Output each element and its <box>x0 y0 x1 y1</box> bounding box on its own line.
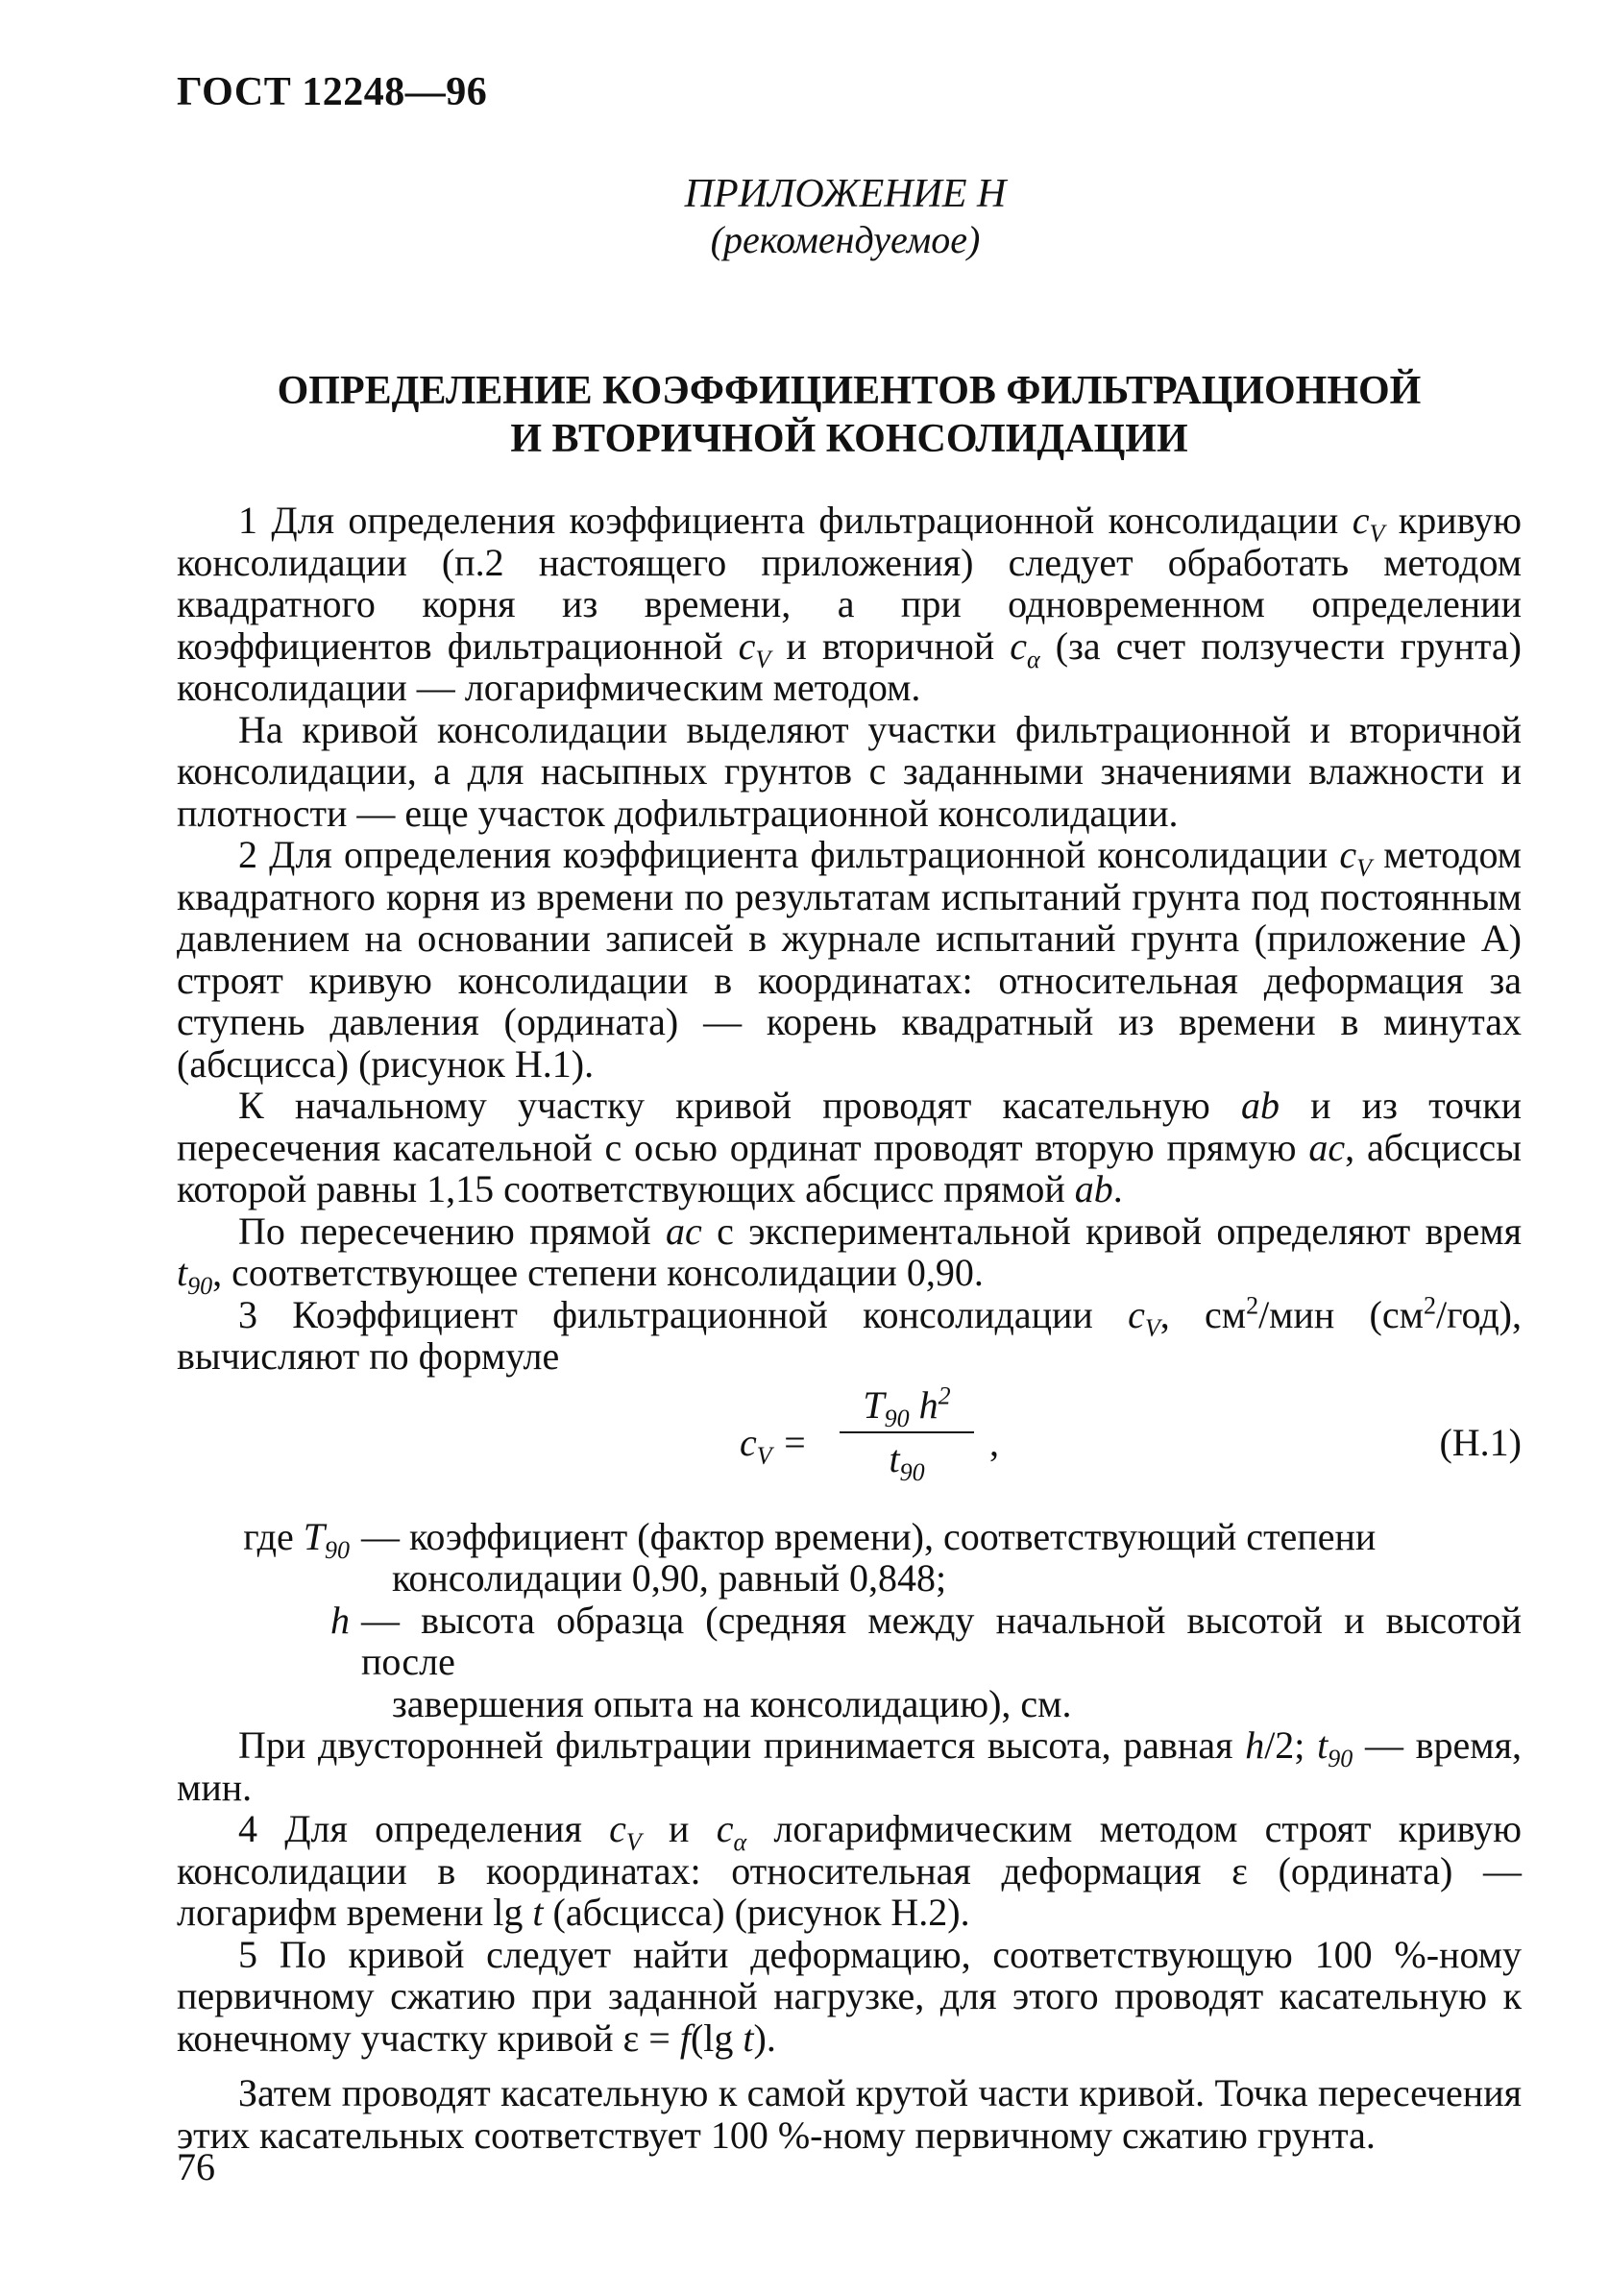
p4-text-a: К начальному участку кривой проводят касательную <box>238 1084 1241 1127</box>
paragraph-7 <box>177 1724 1522 1808</box>
symbol-h: h <box>1245 1723 1265 1767</box>
p1-text-d: (за счет ползучести грунта) консолидации — логарифмическим методом. <box>177 623 1522 709</box>
p5-text-a: По пересечению прямой <box>238 1209 666 1253</box>
formula-lhs: $c_V$ = <box>740 1420 808 1470</box>
standard-header: ГОСТ 12248—96 <box>177 70 488 114</box>
p7-text-c: — время, мин. <box>177 1723 1522 1809</box>
formula-h1 <box>177 1383 1522 1508</box>
formula-comma: , <box>989 1420 999 1464</box>
p1-text-c: и вторичной <box>770 623 1011 668</box>
definition-t90 <box>177 1516 1522 1600</box>
body-text <box>177 500 1522 2156</box>
p8-text-c: логарифмическим методом строят кривую консолидации в координатах: относительная деформация <box>177 1807 1523 1893</box>
p9-text-d: ). <box>753 2015 776 2060</box>
p4-text-c: , абсциссы которой равны 1,15 соответствующих абсцисс прямой <box>177 1125 1522 1210</box>
formula-numerator: $T_{90}$ $h^2$ <box>863 1381 951 1432</box>
line-ab-label: ab <box>1240 1084 1280 1127</box>
p1-text-a: 1 Для определения коэффициента фильтрационной консолидации <box>238 499 1353 542</box>
p8-text-d: (ордината) — логарифм времени <box>177 1848 1522 1934</box>
paragraph-4 <box>177 1085 1522 1210</box>
p4-text-d: . <box>1112 1167 1123 1210</box>
paragraph-10: Затем проводят касательную к самой крутой части кривой. Точка пересечения этих касательных соответствует 100 %-ному первичному сжатию грунта. <box>177 2071 1522 2157</box>
page-number: 76 <box>177 2145 215 2188</box>
symbol-f: f <box>679 2015 691 2060</box>
p6-text-d: /год), вычисляют по формуле <box>177 1292 1522 1378</box>
paragraph-9 <box>177 1934 1522 2060</box>
section-title-line-2: И ВТОРИЧНОЙ КОНСОЛИДАЦИИ <box>510 417 1188 461</box>
section-title-line-1: ОПРЕДЕЛЕНИЕ КОЭФФИЦИЕНТОВ ФИЛЬТРАЦИОННОЙ <box>277 369 1422 413</box>
appendix-heading <box>538 171 1153 263</box>
symbol-t90: $t_{90}$ <box>1317 1723 1353 1772</box>
p6-text-a: 3 Коэффициент фильтрационной консолидации <box>238 1292 1129 1336</box>
p8-text-a: 4 Для определения <box>238 1807 610 1850</box>
symbol-t: t <box>743 2015 754 2060</box>
definition-text: — коэффициент (фактор времени), соответствующий степени консолидации 0,90, равный 0,848; <box>361 1514 1377 1600</box>
appendix-label: ПРИЛОЖЕНИЕ Н <box>684 172 1007 216</box>
definitions-list <box>177 1516 1522 1725</box>
formula-denominator: $t_{90}$ <box>889 1436 925 1486</box>
p9-text-b: = <box>639 2015 680 2060</box>
symbol-cv: $c_V$ <box>738 623 771 673</box>
symbol-epsilon: ε <box>1231 1848 1248 1893</box>
symbol-lg: lg <box>493 1891 524 1934</box>
symbol-t90: $t_{90}$ <box>177 1251 213 1300</box>
p9-text-c: ( <box>690 2015 704 2060</box>
exponent-2: 2 <box>1246 1291 1259 1320</box>
p5-text-b: с экспериментальной кривой определяют время <box>701 1209 1522 1253</box>
p5-text-c: , соответствующее степени консолидации 0,90. <box>212 1251 984 1294</box>
symbol-lg: lg <box>703 2015 734 2060</box>
p9-text-a: 5 По кривой следует найти деформацию, соответствующую 100 %-ному первичному сжатию при заданной нагрузке, для этого проводят касательную к конечному участку кривой <box>177 1932 1522 2060</box>
symbol-calpha: $c_\alpha$ <box>1010 623 1040 673</box>
definition-text: — высота образца (средняя между начальной высотой и высотой после завершения опыта на консолидацию), см. <box>361 1598 1522 1725</box>
paragraph-1 <box>177 500 1522 709</box>
p4-text-b: и из точки пересечения касательной с осью ординат проводят вторую прямую <box>177 1084 1522 1169</box>
line-ac-label: ac <box>666 1209 702 1253</box>
p6-text-b: , см <box>1159 1292 1247 1336</box>
symbol-t: t <box>532 1891 544 1934</box>
formula-number: (Н.1) <box>1439 1420 1522 1464</box>
paragraph-8 <box>177 1808 1522 1934</box>
paragraph-2: На кривой консолидации выделяют участки фильтрационной и вторичной консолидации, а для насыпных грунтов с заданными значениями влажности и плотности — еще участок дофильтрационной консолидации. <box>177 707 1522 835</box>
symbol-calpha: $c_\alpha$ <box>716 1807 747 1856</box>
line-ac-label: ac <box>1308 1125 1346 1169</box>
p1-text-b: кривую консолидации (п.2 настоящего приложения) следует обработать методом квадратного корня из времени, а при одновременном определении коэффициентов фильтрационной <box>177 499 1522 668</box>
p7-text-b: /2; <box>1264 1723 1318 1767</box>
p8-text-b: и <box>641 1807 717 1850</box>
paragraph-6 <box>177 1291 1522 1378</box>
paragraph-5 <box>177 1209 1522 1300</box>
paragraph-3 <box>177 834 1522 1085</box>
definition-term: где $T_{90}$ <box>243 1514 350 1564</box>
symbol-epsilon: ε <box>622 2015 640 2060</box>
p7-text-a: При двусторонней фильтрации принимается высота, равная <box>238 1723 1246 1767</box>
formula-fraction <box>830 1381 984 1486</box>
appendix-status: (рекомендуемое) <box>710 218 981 261</box>
p6-text-c: /мин (см <box>1258 1292 1424 1336</box>
p3-text-b: методом квадратного корня из времени по результатам испытаний грунта под постоянным давлением на основании записей в журнале испытаний грунта (приложение А) строят кривую консолидации в координатах: относительная деформация за ступень давления (ордината) — корень квадратный из времени в минутах (абсцисса) (рисунок Н.1). <box>177 833 1522 1086</box>
p3-text-a: 2 Для определения коэффициента фильтрационной консолидации <box>238 833 1340 876</box>
line-ab-label: ab <box>1074 1167 1113 1210</box>
symbol-cv: $c_V$ <box>1339 833 1373 882</box>
symbol-cv: $c_V$ <box>1128 1292 1160 1342</box>
exponent-2: 2 <box>1423 1291 1436 1320</box>
symbol-cv: $c_V$ <box>1352 499 1385 548</box>
section-title <box>177 367 1522 463</box>
definition-term: h <box>330 1598 350 1642</box>
definition-h <box>177 1600 1522 1725</box>
symbol-cv: $c_V$ <box>609 1807 642 1856</box>
p8-text-e: (абсцисса) (рисунок Н.2). <box>543 1891 970 1934</box>
